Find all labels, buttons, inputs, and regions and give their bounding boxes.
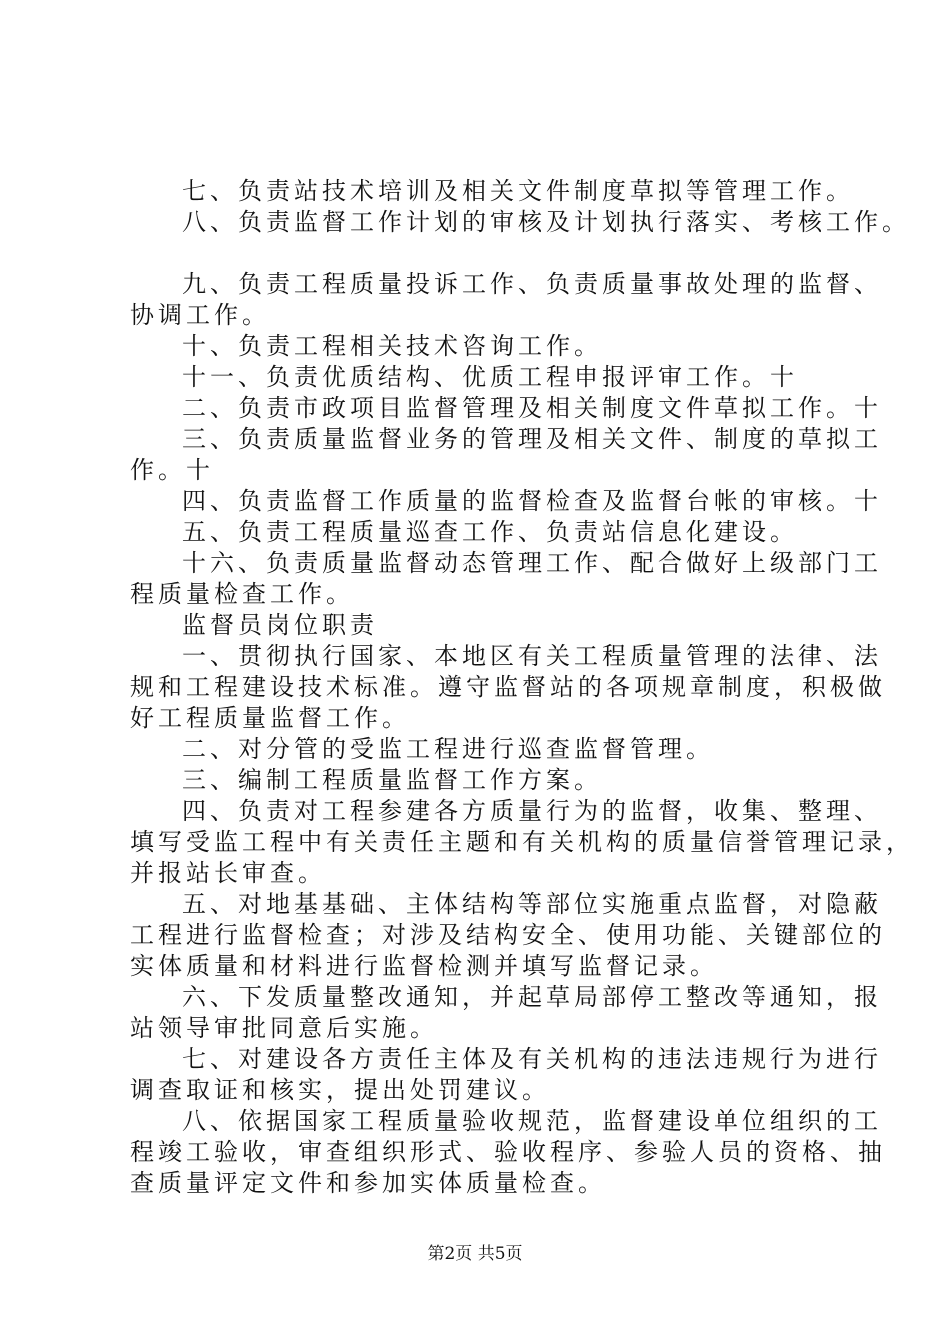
text-line: 六、下发质量整改通知，并起草局部停工整改等通知，报 [182, 983, 882, 1011]
text-line: 四、负责对工程参建各方质量行为的监督，收集、整理、 [182, 797, 882, 825]
text-line: 实体质量和材料进行监督检测并填写监督记录。 [130, 952, 718, 980]
text-line: 二、对分管的受监工程进行巡查监督管理。 [182, 735, 714, 763]
text-line: 七、负责站技术培训及相关文件制度草拟等管理工作。 [182, 177, 854, 205]
text-line: 规和工程建设技术标准。遵守监督站的各项规章制度，积极做 [130, 673, 886, 701]
text-line: 十一、负责优质结构、优质工程申报评审工作。十 [182, 363, 798, 391]
text-line: 好工程质量监督工作。 [130, 704, 410, 732]
text-line: 二、负责市政项目监督管理及相关制度文件草拟工作。十 [182, 394, 882, 422]
text-line: 八、负责监督工作计划的审核及计划执行落实、考核工作。 [182, 208, 910, 236]
text-line: 三、编制工程质量监督工作方案。 [182, 766, 602, 794]
text-line: 调查取证和核实，提出处罚建议。 [130, 1076, 550, 1104]
text-line: 作。十 [130, 456, 214, 484]
text-line: 程质量检查工作。 [130, 580, 354, 608]
text-line: 四、负责监督工作质量的监督检查及监督台帐的审核。十 [182, 487, 882, 515]
text-line: 十、负责工程相关技术咨询工作。 [182, 332, 602, 360]
text-line: 查质量评定文件和参加实体质量检查。 [130, 1169, 606, 1197]
text-line: 三、负责质量监督业务的管理及相关文件、制度的草拟工 [182, 425, 882, 453]
text-line: 工程进行监督检查；对涉及结构安全、使用功能、关键部位的 [130, 921, 886, 949]
text-line: 填写受监工程中有关责任主题和有关机构的质量信誉管理记录， [130, 828, 914, 856]
text-line: 协调工作。 [130, 301, 270, 329]
text-line: 九、负责工程质量投诉工作、负责质量事故处理的监督、 [182, 270, 882, 298]
text-line: 五、负责工程质量巡查工作、负责站信息化建设。 [182, 518, 798, 546]
text-line: 八、依据国家工程质量验收规范，监督建设单位组织的工 [182, 1107, 882, 1135]
text-line: 监督员岗位职责 [182, 611, 378, 639]
text-line: 一、贯彻执行国家、本地区有关工程质量管理的法律、法 [182, 642, 882, 670]
text-line: 五、对地基基础、主体结构等部位实施重点监督，对隐蔽 [182, 890, 882, 918]
text-line: 并报站长审查。 [130, 859, 326, 887]
text-line: 十六、负责质量监督动态管理工作、配合做好上级部门工 [182, 549, 882, 577]
text-line: 站领导审批同意后实施。 [130, 1014, 438, 1042]
text-line: 程竣工验收，审查组织形式、验收程序、参验人员的资格、抽 [130, 1138, 886, 1166]
document-body [130, 176, 914, 1199]
page-footer: 第2页 共5页 [427, 1244, 523, 1264]
text-line: 七、对建设各方责任主体及有关机构的违法违规行为进行 [182, 1045, 882, 1073]
